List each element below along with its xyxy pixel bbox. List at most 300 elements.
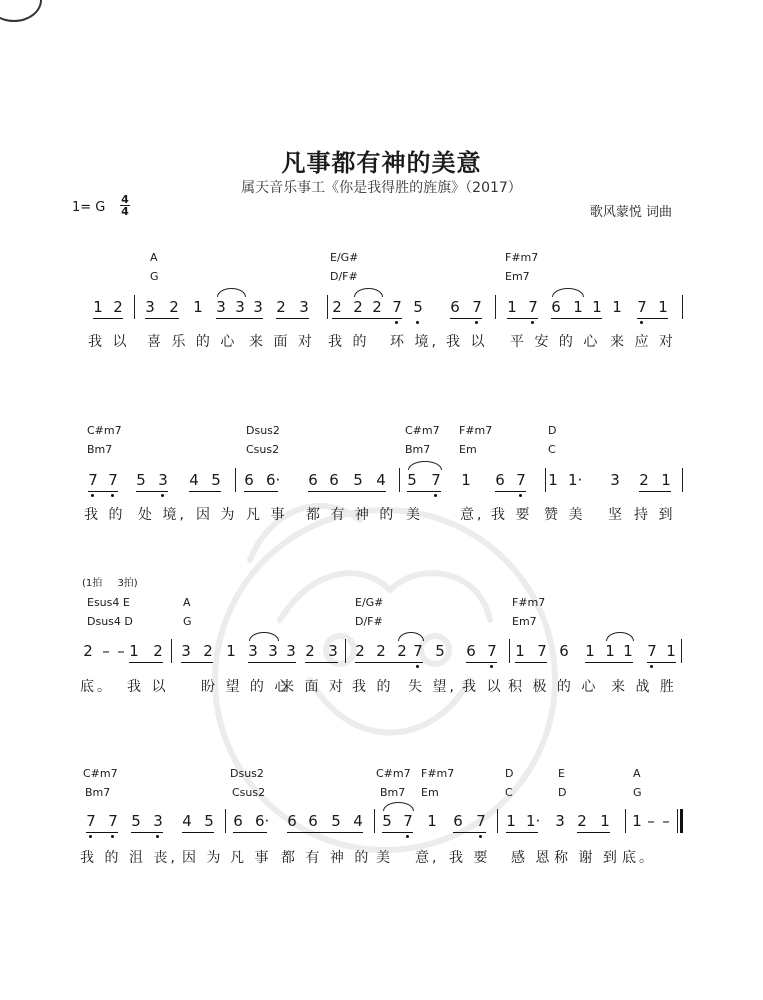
- note: [84, 812, 98, 830]
- lyric: 底。: [80, 679, 114, 695]
- barline: [625, 809, 626, 833]
- note: [180, 812, 194, 830]
- note-text: 7: [431, 471, 441, 489]
- note-text: 5: [407, 471, 417, 489]
- final-barline-thick: [680, 809, 683, 833]
- note: [151, 642, 165, 660]
- note: [535, 642, 549, 660]
- lyric: 平 安 的 心: [510, 334, 601, 350]
- barline: [345, 639, 346, 663]
- note: [246, 642, 260, 660]
- note-text: 7: [472, 298, 482, 316]
- chord-lower: Em7: [512, 615, 537, 628]
- lyric: 我 以: [462, 679, 504, 695]
- beam-underline: [647, 662, 676, 663]
- time-signature: [119, 194, 131, 217]
- note-text: 2: [83, 642, 93, 660]
- note: [590, 298, 604, 316]
- beam-underline: [233, 832, 267, 833]
- chord-upper: C#m7: [87, 424, 122, 437]
- beam-underline: [216, 318, 263, 319]
- barline: [374, 809, 375, 833]
- note: [621, 642, 635, 660]
- note-text: 3: [253, 298, 263, 316]
- note: [351, 812, 365, 830]
- composer-credit: 歌风蒙悦 词曲: [589, 205, 672, 220]
- note: [209, 471, 223, 489]
- note: [380, 812, 394, 830]
- low-octave-dot: [111, 494, 114, 497]
- note-text: 1: [612, 298, 622, 316]
- lyric: 沮 丧,: [129, 850, 178, 866]
- note: [303, 642, 317, 660]
- barline: [235, 468, 236, 492]
- chord-lower: Csus2: [232, 786, 266, 799]
- lyric: 意,: [415, 850, 440, 866]
- note-text: 5: [413, 298, 423, 316]
- chord-upper: Esus4 E: [87, 596, 130, 609]
- beam-underline: [129, 662, 163, 663]
- beam-underline: [585, 662, 633, 663]
- album-subtitle: 属天音乐事工《你是我得胜的旌旗》（2017）: [241, 180, 522, 196]
- note-text: 1: [461, 471, 471, 489]
- note-text: 4: [189, 471, 199, 489]
- lyric: 我 以: [88, 334, 130, 350]
- barline: [545, 468, 546, 492]
- beat-annotation: (1拍 3拍): [82, 578, 138, 589]
- note-text: 2: [353, 298, 363, 316]
- lyric: 美: [376, 850, 393, 866]
- chord-lower: G: [150, 270, 159, 283]
- note-text: 1: [548, 471, 558, 489]
- note: [411, 298, 425, 316]
- note-text: 3: [158, 471, 168, 489]
- note-text: 7: [413, 642, 423, 660]
- beam-underline: [407, 491, 441, 492]
- note-text: 7: [108, 471, 118, 489]
- note: [448, 298, 462, 316]
- low-octave-dot: [111, 835, 114, 838]
- note-text: 5: [382, 812, 392, 830]
- note-text: 1: [129, 642, 139, 660]
- note-text: 7: [476, 812, 486, 830]
- note: [284, 642, 298, 660]
- chord-upper: A: [150, 251, 158, 264]
- note-text: 1: [226, 642, 236, 660]
- chord-upper: D: [505, 767, 514, 780]
- note-text: 2: [169, 298, 179, 316]
- lyric: 称 谢 到: [554, 850, 620, 866]
- note: [351, 471, 365, 489]
- note: [505, 298, 519, 316]
- note-text: 7: [528, 298, 538, 316]
- note: [433, 642, 447, 660]
- note-text: 3: [235, 298, 245, 316]
- note: [656, 298, 670, 316]
- note-text: 6: [329, 471, 339, 489]
- note: [106, 471, 120, 489]
- chord-lower: G: [633, 786, 642, 799]
- lyric: 喜 乐 的 心: [147, 334, 238, 350]
- beam-underline: [637, 318, 668, 319]
- note: [214, 298, 228, 316]
- note-text: 2: [397, 642, 407, 660]
- chord-upper: F#m7: [421, 767, 455, 780]
- note: [546, 471, 560, 489]
- chord-lower: C: [505, 786, 513, 799]
- low-octave-dot: [89, 835, 92, 838]
- beam-underline: [189, 491, 221, 492]
- note: [266, 642, 280, 660]
- note-text: 2: [372, 298, 382, 316]
- beam-underline: [450, 318, 482, 319]
- lyric: 我 以: [127, 679, 169, 695]
- note-text: 2: [376, 642, 386, 660]
- lyric: 感 恩: [511, 850, 553, 866]
- low-octave-dot: [156, 835, 159, 838]
- note-text: 6: [453, 812, 463, 830]
- note: [644, 812, 658, 830]
- time-signature-bottom: 4: [121, 205, 129, 218]
- note-text: 4: [182, 812, 192, 830]
- note: [583, 642, 597, 660]
- note-text: 7: [537, 642, 547, 660]
- note-text: 2: [276, 298, 286, 316]
- note: [91, 298, 105, 316]
- note-text: 7: [487, 642, 497, 660]
- chord-lower: G: [183, 615, 192, 628]
- beam-underline: [136, 491, 168, 492]
- note-text: 3: [145, 298, 155, 316]
- note: [553, 812, 567, 830]
- note: [251, 298, 265, 316]
- note: [191, 298, 205, 316]
- note-text: 6: [233, 812, 243, 830]
- low-octave-dot: [479, 835, 482, 838]
- beam-underline: [515, 662, 547, 663]
- chord-lower: Bm7: [405, 443, 431, 456]
- chord-upper: E: [558, 767, 565, 780]
- chord-upper: F#m7: [505, 251, 539, 264]
- note-text: 1: [666, 642, 676, 660]
- chord-upper: Dsus2: [246, 424, 280, 437]
- note: [329, 812, 343, 830]
- note-text: 2: [639, 471, 649, 489]
- chord-lower: C: [548, 443, 556, 456]
- note: [637, 471, 651, 489]
- lyric: 我 的: [352, 679, 394, 695]
- barline: [495, 295, 496, 319]
- barline: [497, 809, 498, 833]
- note-text: 1: [515, 642, 525, 660]
- beam-underline: [466, 662, 497, 663]
- note-text: 4: [353, 812, 363, 830]
- low-octave-dot: [519, 494, 522, 497]
- chord-upper: A: [633, 767, 641, 780]
- note-text: 1: [506, 812, 516, 830]
- note: [143, 298, 157, 316]
- note-text: 7: [637, 298, 647, 316]
- note: [429, 471, 443, 489]
- note-text: 3: [153, 812, 163, 830]
- note: [151, 812, 165, 830]
- note: [330, 298, 344, 316]
- note: [242, 471, 256, 489]
- note-text: 1: [658, 298, 668, 316]
- note-text: 1: [193, 298, 203, 316]
- note: [411, 642, 425, 660]
- low-octave-dot: [640, 321, 643, 324]
- lyric: 来 战 胜: [611, 679, 677, 695]
- note: [327, 471, 341, 489]
- note-text: 7: [108, 812, 118, 830]
- lyric: 处 境,: [138, 507, 187, 523]
- beam-underline: [577, 832, 610, 833]
- lyric: 持 到: [634, 507, 676, 523]
- note: [425, 812, 439, 830]
- barline: [682, 295, 683, 319]
- lyric: 我 要: [449, 850, 491, 866]
- note-text: 6·: [255, 812, 270, 830]
- note-text: 3: [299, 298, 309, 316]
- note-text: 6: [308, 812, 318, 830]
- chord-upper: A: [183, 596, 191, 609]
- note-text: 5: [353, 471, 363, 489]
- lyric: 来 面 对: [249, 334, 315, 350]
- note-text: 6: [308, 471, 318, 489]
- low-octave-dot: [475, 321, 478, 324]
- note-text: 7: [647, 642, 657, 660]
- note: [129, 812, 143, 830]
- note: [395, 642, 409, 660]
- note-text: 1: [573, 298, 583, 316]
- note-text: 2: [113, 298, 123, 316]
- note: [233, 298, 247, 316]
- chord-upper: C#m7: [405, 424, 440, 437]
- beam-underline: [305, 662, 338, 663]
- note-text: 1: [507, 298, 517, 316]
- beam-underline: [145, 318, 179, 319]
- lyric: 意,: [460, 507, 485, 523]
- note: [608, 471, 622, 489]
- note-text: 2: [305, 642, 315, 660]
- lyric: 我 要: [491, 507, 533, 523]
- note: [374, 471, 388, 489]
- note: [390, 298, 404, 316]
- note: [575, 812, 589, 830]
- beam-underline: [86, 832, 118, 833]
- note-text: 6: [559, 642, 569, 660]
- note-text: 3: [268, 642, 278, 660]
- note-text: 1: [427, 812, 437, 830]
- note-text: 6·: [266, 471, 281, 489]
- note: [659, 812, 673, 830]
- note: [664, 642, 678, 660]
- barline: [399, 468, 400, 492]
- note-text: 4: [376, 471, 386, 489]
- note: [459, 471, 473, 489]
- note-text: 1: [605, 642, 615, 660]
- chord-lower: Csus2: [246, 443, 280, 456]
- note-text: 3: [328, 642, 338, 660]
- low-octave-dot: [434, 494, 437, 497]
- lyric: 赞 美: [544, 507, 586, 523]
- note-text: –: [662, 812, 670, 830]
- note-text: 6: [551, 298, 561, 316]
- low-octave-dot: [650, 665, 653, 668]
- lyric: 我 的: [328, 334, 370, 350]
- note: [514, 471, 528, 489]
- low-octave-dot: [416, 665, 419, 668]
- beam-underline: [181, 662, 213, 663]
- note: [351, 298, 365, 316]
- key-signature: 1= G: [72, 200, 106, 215]
- note-text: 6: [287, 812, 297, 830]
- lyric: 环 境,: [390, 334, 439, 350]
- note: [306, 471, 320, 489]
- lyric: 失 望,: [408, 679, 457, 695]
- note-text: 2: [577, 812, 587, 830]
- beam-underline: [453, 832, 486, 833]
- note: [127, 642, 141, 660]
- barline: [171, 639, 172, 663]
- note: [111, 298, 125, 316]
- chord-lower: Bm7: [380, 786, 406, 799]
- note-text: 3: [286, 642, 296, 660]
- note-text: 7: [86, 812, 96, 830]
- low-octave-dot: [406, 835, 409, 838]
- corner-circle-icon[interactable]: [0, 0, 42, 22]
- tie-arc: [552, 288, 584, 297]
- note-text: –: [647, 812, 655, 830]
- note-text: 3: [610, 471, 620, 489]
- beam-underline: [88, 491, 118, 492]
- note: [610, 298, 624, 316]
- low-octave-dot: [91, 494, 94, 497]
- note-text: 6: [450, 298, 460, 316]
- lyric: 因 为: [182, 850, 224, 866]
- beam-underline: [355, 662, 423, 663]
- note: [464, 642, 478, 660]
- lyric: 底。: [622, 850, 656, 866]
- lyric: 我 以: [446, 334, 488, 350]
- chord-lower: Em7: [505, 270, 530, 283]
- beam-underline: [248, 662, 296, 663]
- barline: [134, 295, 135, 319]
- note: [474, 812, 488, 830]
- song-title: 凡事都有神的美意: [281, 149, 482, 177]
- chord-lower: Em: [459, 443, 477, 456]
- note-text: 1: [585, 642, 595, 660]
- lyric: 我 的: [80, 850, 122, 866]
- barline: [509, 639, 510, 663]
- beam-underline: [332, 318, 402, 319]
- note-text: 7: [403, 812, 413, 830]
- chord-upper: C#m7: [376, 767, 411, 780]
- lyric: 凡 事: [230, 850, 272, 866]
- low-octave-dot: [416, 321, 419, 324]
- note-text: –: [117, 642, 125, 660]
- note: [353, 642, 367, 660]
- note: [202, 812, 216, 830]
- time-signature-top: 4: [121, 193, 129, 206]
- chord-lower: D/F#: [355, 615, 383, 628]
- chord-upper: F#m7: [459, 424, 493, 437]
- chord-upper: D: [548, 424, 557, 437]
- final-barline-thin: [677, 809, 678, 833]
- low-octave-dot: [531, 321, 534, 324]
- note-text: 3: [216, 298, 226, 316]
- note: [549, 298, 563, 316]
- note: [187, 471, 201, 489]
- lyric: 美: [406, 507, 423, 523]
- note: [571, 298, 585, 316]
- chord-upper: E/G#: [355, 596, 384, 609]
- note: [156, 471, 170, 489]
- note-text: 2: [203, 642, 213, 660]
- lyric: 都 有 神 的: [306, 507, 397, 523]
- barline: [682, 468, 683, 492]
- beam-underline: [639, 491, 671, 492]
- note-text: 1: [592, 298, 602, 316]
- note: [513, 642, 527, 660]
- beam-underline: [495, 491, 526, 492]
- note-text: 1: [623, 642, 633, 660]
- note-text: 1·: [568, 471, 583, 489]
- note: [86, 471, 100, 489]
- beam-underline: [551, 318, 602, 319]
- beam-underline: [182, 832, 214, 833]
- beam-underline: [507, 318, 538, 319]
- note: [106, 812, 120, 830]
- note: [326, 642, 340, 660]
- chord-lower: Bm7: [85, 786, 111, 799]
- lyric: 来 应 对: [610, 334, 676, 350]
- note: [370, 298, 384, 316]
- note: [255, 812, 269, 830]
- note: [598, 812, 612, 830]
- note-text: 7: [88, 471, 98, 489]
- note: [179, 642, 193, 660]
- beam-underline: [287, 832, 363, 833]
- note: [493, 471, 507, 489]
- note-text: 3: [181, 642, 191, 660]
- low-octave-dot: [161, 494, 164, 497]
- note-text: 1: [600, 812, 610, 830]
- note-text: 3: [555, 812, 565, 830]
- note: [285, 812, 299, 830]
- note-text: 1: [661, 471, 671, 489]
- note: [504, 812, 518, 830]
- note: [374, 642, 388, 660]
- note-text: 6: [244, 471, 254, 489]
- note: [231, 812, 245, 830]
- note: [557, 642, 571, 660]
- note: [485, 642, 499, 660]
- lyric: 凡 事: [246, 507, 288, 523]
- note: [470, 298, 484, 316]
- note: [451, 812, 465, 830]
- note: [405, 471, 419, 489]
- chord-lower: D: [558, 786, 567, 799]
- low-octave-dot: [395, 321, 398, 324]
- barline: [327, 295, 328, 319]
- note: [568, 471, 582, 489]
- note: [526, 298, 540, 316]
- beam-underline: [506, 832, 538, 833]
- note: [526, 812, 540, 830]
- note: [134, 471, 148, 489]
